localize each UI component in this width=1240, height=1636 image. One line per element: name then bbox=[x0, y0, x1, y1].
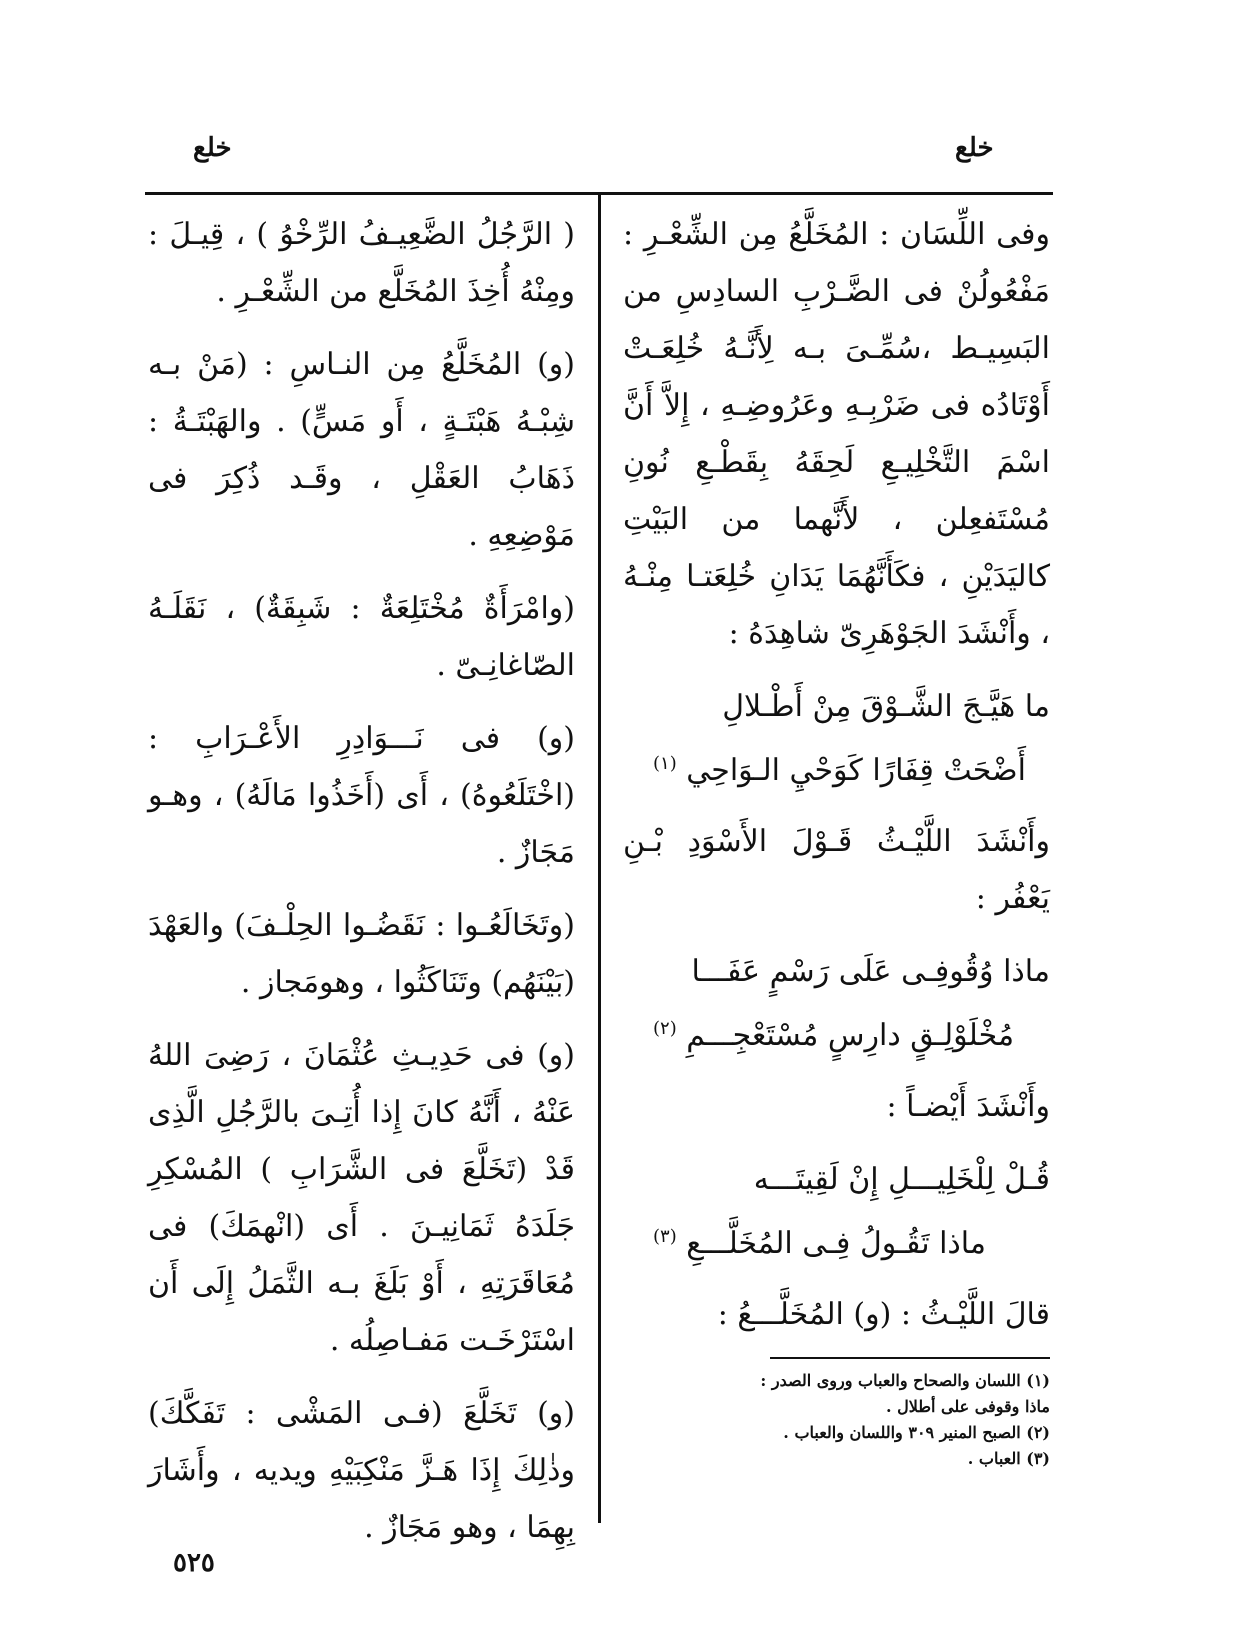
paragraph: (و) المُخَلَّعُ مِن النـاسِ : (مَنْ بـه شِبْـهُ هَبْتَـةٍ ، أَو مَسٍّ) . والهَبْتَـةُ : ذَهَابُ العَقْلِ ، وقَـد ذُكِرَ فى مَوْضِعِهِ . bbox=[148, 347, 575, 553]
footnote: ماذا وقوفى على أطلال . bbox=[885, 1397, 1050, 1416]
verse bbox=[623, 943, 1050, 1064]
verse-hemistich bbox=[623, 735, 1050, 799]
verse-hemistich bbox=[623, 1208, 1050, 1272]
footnote: (٣) العباب . bbox=[967, 1449, 1050, 1468]
verse-hemistich: ماذا وُقُوفِـى عَلَى رَسْمٍ عَفَـــا bbox=[691, 954, 1050, 989]
footnote: (١) اللسان والصحاح والعباب وروى الصدر : bbox=[760, 1371, 1050, 1390]
running-header-left: خلع bbox=[193, 133, 232, 163]
verse bbox=[623, 678, 1050, 799]
column-divider bbox=[598, 193, 601, 1523]
paragraph: ( الرَّجُلُ الضَّعِيـفُ الرِّخْوُ ) ، قِيـلَ : ومِنْهُ أُخِذَ المُخَلَّع من الشِّعْـرِ . bbox=[148, 217, 575, 309]
verse-text: أَضْحَتْ قِفَارًا كَوَحْيِ الـوَاحِي bbox=[686, 753, 1026, 788]
verse-hemistich: قُـلْ لِلْخَلِيـــلِ إِنْ لَقِيتَـــه bbox=[753, 1162, 1050, 1197]
verse-text: ماذا تَقُـولُ فِـى المُخَلَّـــعِ bbox=[686, 1226, 986, 1261]
paragraph: (وتَخَالَعُـوا : نَقَضُـوا الحِلْـفَ) والعَهْدَ (بَيْنَهُم) وتَنَاكَثُوا ، وهومَجاز . bbox=[148, 908, 575, 1000]
paragraph: (وامْرَأَةٌ مُخْتَلِعَةٌ : شَبِقَةٌ) ، نَقَلَـهُ الصّاغانِـىّ . bbox=[148, 591, 575, 683]
footnote-marker: (٢) bbox=[653, 1018, 677, 1039]
verse-hemistich bbox=[623, 1000, 1050, 1064]
running-header-right: خلع bbox=[955, 133, 994, 163]
verse-text: مُخْلَوْلِـقٍ دارِسٍ مُسْتَعْجِـــمِ bbox=[686, 1018, 1015, 1053]
paragraph: وأَنْشَدَ اللَّيْـثُ قَـوْلَ الأَسْوَدِ بْـنِ يَعْفُر : bbox=[623, 824, 1050, 916]
right-column bbox=[623, 206, 1050, 1359]
footnote-rule bbox=[770, 1357, 1050, 1359]
paragraph: قالَ اللَّيْـثُ : (و) المُخَلَّـــعُ : bbox=[717, 1297, 1050, 1332]
footnote-marker: (٣) bbox=[653, 1226, 677, 1247]
paragraph: (و) فى حَدِيـثِ عُثْمَانَ ، رَضِىَ اللهُ عَنْهُ ، أَنَّهُ كانَ إِذا أُتِـىَ بالرَّجُلِ الَّذِى قَدْ (تَخَلَّعَ فى الشَّرَابِ ) المُسْكِرِ جَلَدَهُ ثَمَانِيـنَ . أَى (انْهمَكَ) فى مُعَاقَرَتِهِ ، أَوْ بَلَغَ بـه الثَّمَلُ إِلَى أَن اسْتَرْخَـت مَفـاصِلُه . bbox=[148, 1038, 575, 1358]
footnotes bbox=[700, 1368, 1050, 1472]
verse bbox=[623, 1151, 1050, 1272]
page-number: ٥٢٥ bbox=[173, 1548, 215, 1578]
verse-hemistich: ما هَيَّـجَ الشَّـوْقَ مِنْ أَطْـلالِ bbox=[722, 689, 1050, 724]
paragraph: (و) تَخَلَّعَ (فـى المَشْى : تَفَكَّكَ) وذٰلِكَ إِذَا هَـزَّ مَنْكِبَيْهِ ويديه ، وأَشَارَ بِهِمَا ، وهو مَجَازٌ . bbox=[148, 1396, 575, 1545]
left-column bbox=[148, 206, 575, 1572]
footnote: (٢) الصبح المنير ٣٠٩ واللسان والعباب . bbox=[783, 1423, 1050, 1442]
paragraph: (و) فى نَـــوَادِرِ الأَعْـرَابِ : (اخْتَلَعُوهُ) ، أَى (أَخَذُوا مَالَهُ) ، وهـو مَجَازٌ . bbox=[148, 721, 575, 870]
paragraph: وأَنْشَدَ أَيْضـاً : bbox=[886, 1089, 1050, 1124]
footnote-marker: (١) bbox=[653, 753, 677, 774]
paragraph: وفى اللِّسَان : المُخَلَّعُ مِن الشِّعْـرِ : مَفْعُولُنْ فى الضَّـرْبِ السادِسِ من البَسِيـط ،سُمِّـىَ بـه لِأَنَّـهُ خُلِعَـتْ أَوْتَادُه فى ضَرْبِـهِ وعَرُوضِـهِ ، إِلاَّ أَنَّ اسْمَ التَّخْلِيـعِ لَحِقَهُ بِقَطْـعِ نُونِ مُسْتَفعِلن ، لأَنَّهما من البَيْتِ كاليَدَيْنِ ، فكَأَنَّهُمَا يَدَانِ خُلِعَتـا مِنْـهُ ، وأَنْشَدَ الجَوْهَرِىّ شاهِدَهُ : bbox=[623, 217, 1050, 651]
